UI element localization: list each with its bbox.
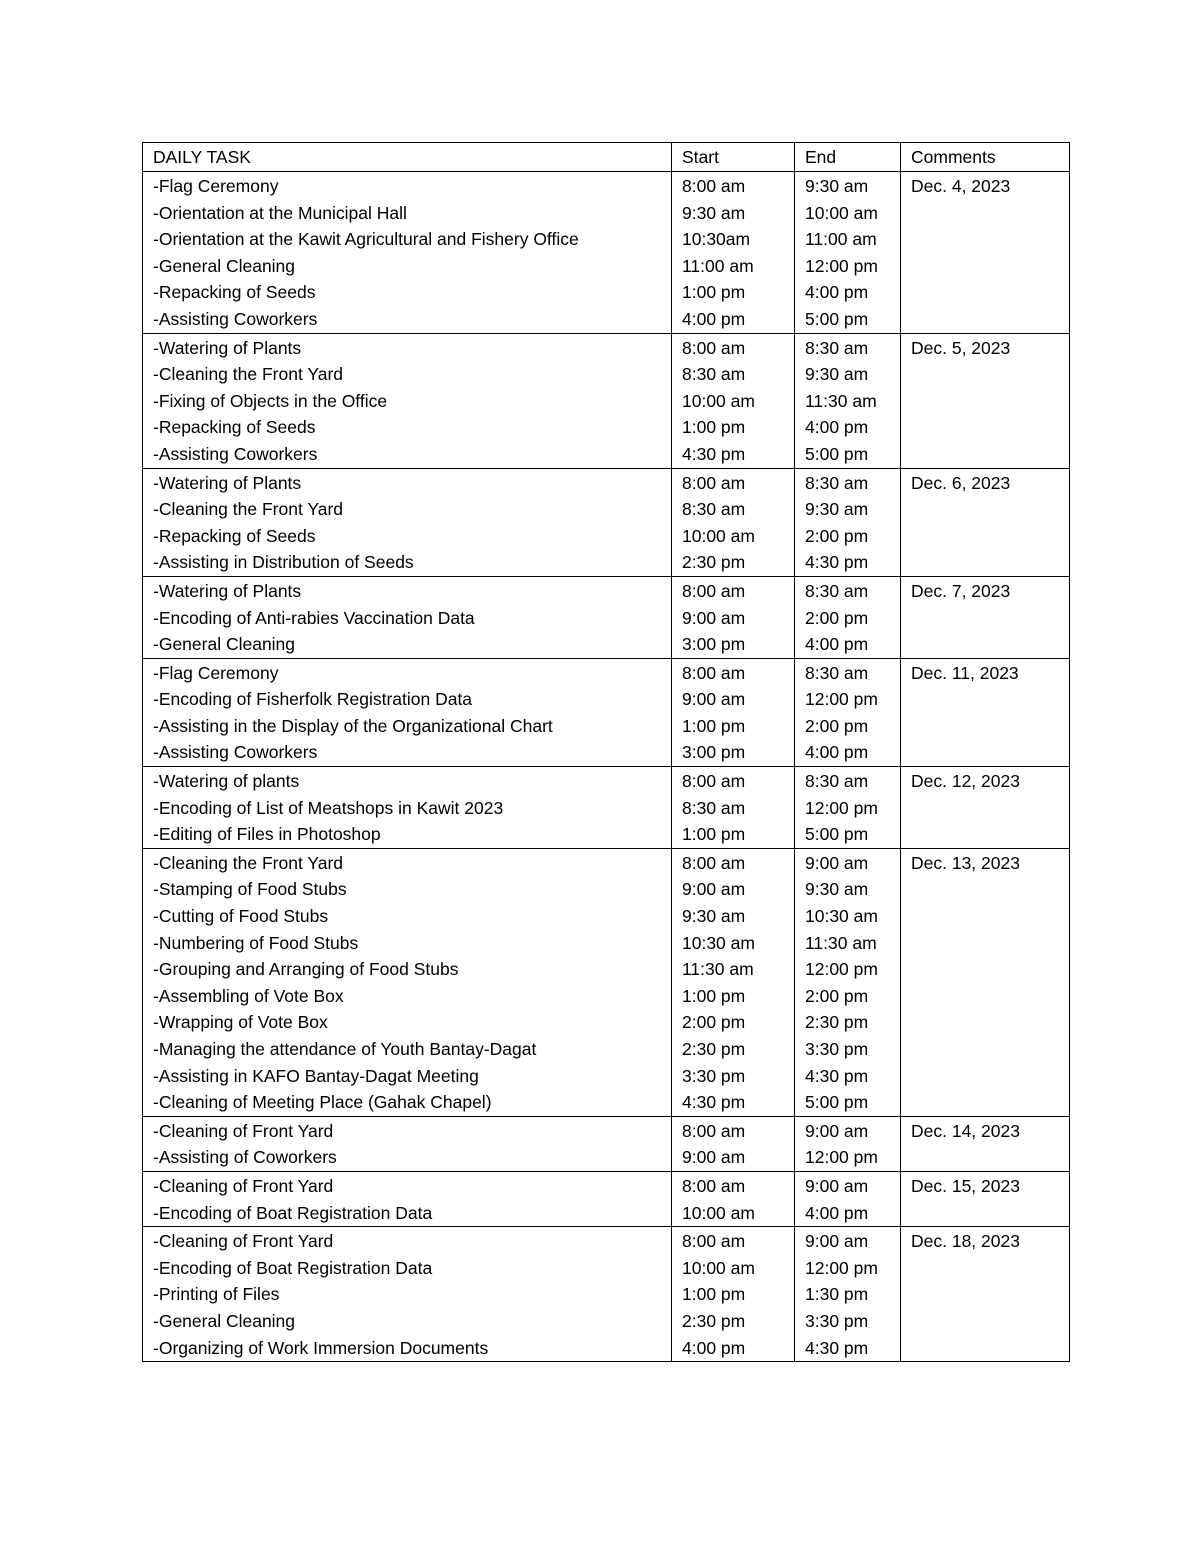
task-cell xyxy=(143,468,672,576)
date-comment: Dec. 6, 2023 xyxy=(911,472,1011,493)
start-text: 10:30am xyxy=(682,229,751,250)
date-comment: Dec. 11, 2023 xyxy=(911,662,1019,683)
end-text: 1:30 pm xyxy=(805,1284,869,1305)
start-cell xyxy=(672,172,795,334)
task-text: -Assisting of Coworkers xyxy=(153,1147,337,1168)
end-text: 10:00 am xyxy=(805,202,878,223)
task-text: -Orientation at the Municipal Hall xyxy=(153,202,407,223)
task-text: -Cleaning the Front Yard xyxy=(153,364,344,385)
task-text: -Assisting in Distribution of Seeds xyxy=(153,552,414,573)
end-text: 4:30 pm xyxy=(805,1337,869,1358)
task-text: -Flag Ceremony xyxy=(153,176,279,196)
task-text: -Assisting Coworkers xyxy=(153,742,318,763)
table-row xyxy=(143,333,1070,468)
start-cell xyxy=(672,333,795,468)
task-text: -Encoding of Anti-rabies Vaccination Data xyxy=(153,607,475,628)
task-text: -Organizing of Work Immersion Documents xyxy=(153,1337,489,1358)
date-comment: Dec. 18, 2023 xyxy=(911,1231,1020,1252)
end-text: 2:00 pm xyxy=(805,985,869,1006)
task-text: -Watering of plants xyxy=(153,771,300,792)
comments-cell xyxy=(901,767,1070,849)
table-header-row xyxy=(143,143,1070,172)
task-cell xyxy=(143,658,672,766)
date-comment: Dec. 4, 2023 xyxy=(911,176,1011,196)
end-text: 12:00 pm xyxy=(805,797,878,818)
end-text: 8:30 am xyxy=(805,771,869,792)
comments-cell xyxy=(901,1171,1070,1226)
start-text: 8:00 am xyxy=(682,176,746,196)
end-text: 11:30 am xyxy=(805,932,877,953)
start-text: 3:00 pm xyxy=(682,742,746,763)
date-comment: Dec. 5, 2023 xyxy=(911,337,1011,358)
task-text: -Assisting Coworkers xyxy=(153,308,318,329)
end-text: 9:30 am xyxy=(805,499,869,520)
end-text: 5:00 pm xyxy=(805,1092,869,1113)
end-text: 2:30 pm xyxy=(805,1012,869,1033)
table-row xyxy=(143,468,1070,576)
start-text: 9:00 am xyxy=(682,1147,746,1168)
table-row xyxy=(143,1227,1070,1362)
start-text: 8:30 am xyxy=(682,797,746,818)
start-text: 11:00 am xyxy=(682,255,754,276)
start-cell xyxy=(672,767,795,849)
start-text: 3:00 pm xyxy=(682,634,746,655)
end-cell xyxy=(795,576,901,658)
comments-cell xyxy=(901,658,1070,766)
end-cell xyxy=(795,468,901,576)
start-text: 4:30 pm xyxy=(682,443,746,464)
comments-cell xyxy=(901,172,1070,334)
start-text: 1:00 pm xyxy=(682,1284,746,1305)
start-cell xyxy=(672,1227,795,1362)
header-start: Start xyxy=(672,143,795,172)
table-row xyxy=(143,658,1070,766)
task-text: -Cleaning the Front Yard xyxy=(153,852,344,873)
start-text: 10:30 am xyxy=(682,932,755,953)
task-text: -Encoding of Boat Registration Data xyxy=(153,1202,433,1223)
task-cell xyxy=(143,1227,672,1362)
start-text: 1:00 pm xyxy=(682,824,746,845)
end-text: 12:00 pm xyxy=(805,1257,878,1278)
table-body xyxy=(143,172,1070,1362)
start-cell xyxy=(672,658,795,766)
start-text: 8:00 am xyxy=(682,337,746,358)
task-text: -General Cleaning xyxy=(153,634,296,655)
end-cell xyxy=(795,1171,901,1226)
task-cell xyxy=(143,1116,672,1171)
end-text: 8:30 am xyxy=(805,580,869,601)
end-text: 3:30 pm xyxy=(805,1039,869,1059)
start-text: 9:30 am xyxy=(682,906,746,927)
task-text: -Assembling of Vote Box xyxy=(153,985,344,1006)
start-text: 8:00 am xyxy=(682,1120,746,1141)
task-text: -Cleaning the Front Yard xyxy=(153,499,344,520)
task-text: -Watering of Plants xyxy=(153,472,302,493)
task-text: -Stamping of Food Stubs xyxy=(153,879,347,900)
task-text: -Cleaning of Front Yard xyxy=(153,1231,334,1252)
start-text: 10:00 am xyxy=(682,1257,755,1278)
end-text: 5:00 pm xyxy=(805,308,869,329)
comments-cell xyxy=(901,1116,1070,1171)
end-text: 12:00 pm xyxy=(805,255,878,276)
end-text: 9:30 am xyxy=(805,176,869,196)
start-text: 9:00 am xyxy=(682,689,746,710)
end-cell xyxy=(795,658,901,766)
task-text: -Encoding of Boat Registration Data xyxy=(153,1257,433,1278)
start-text: 11:30 am xyxy=(682,959,754,980)
start-text: 1:00 pm xyxy=(682,282,746,303)
end-text: 10:30 am xyxy=(805,906,878,927)
start-text: 8:30 am xyxy=(682,499,746,520)
start-text: 8:00 am xyxy=(682,472,746,493)
end-cell xyxy=(795,333,901,468)
comments-cell xyxy=(901,1227,1070,1362)
start-text: 1:00 pm xyxy=(682,715,746,736)
end-text: 9:30 am xyxy=(805,879,869,900)
end-text: 2:00 pm xyxy=(805,525,869,546)
end-text: 4:00 pm xyxy=(805,417,869,438)
start-text: 8:00 am xyxy=(682,852,746,873)
task-text: -Flag Ceremony xyxy=(153,662,279,683)
task-text: -Cleaning of Front Yard xyxy=(153,1120,334,1141)
end-text: 5:00 pm xyxy=(805,824,869,845)
start-cell xyxy=(672,1171,795,1226)
end-text: 8:30 am xyxy=(805,662,869,683)
task-text: -Repacking of Seeds xyxy=(153,525,316,546)
table-row xyxy=(143,1171,1070,1226)
end-text: 4:30 pm xyxy=(805,1065,869,1086)
start-text: 8:00 am xyxy=(682,771,746,792)
start-text: 2:30 pm xyxy=(682,1310,746,1331)
date-comment: Dec. 7, 2023 xyxy=(911,580,1011,601)
table-row xyxy=(143,767,1070,849)
start-text: 9:00 am xyxy=(682,607,746,628)
task-text: -Printing of Files xyxy=(153,1284,280,1305)
task-text: -Wrapping of Vote Box xyxy=(153,1012,328,1033)
table-row xyxy=(143,576,1070,658)
task-text: -Encoding of List of Meatshops in Kawit 2023 xyxy=(153,797,504,818)
task-text: -Fixing of Objects in the Office xyxy=(153,390,388,411)
comments-cell xyxy=(901,576,1070,658)
end-text: 8:30 am xyxy=(805,337,869,358)
table-row xyxy=(143,172,1070,334)
start-cell xyxy=(672,468,795,576)
start-text: 4:00 pm xyxy=(682,1337,746,1358)
task-text: -Repacking of Seeds xyxy=(153,282,316,303)
task-text: -Grouping and Arranging of Food Stubs xyxy=(153,959,459,980)
task-text: -Assisting in KAFO Bantay-Dagat Meeting xyxy=(153,1065,479,1086)
task-text: -Editing of Files in Photoshop xyxy=(153,824,381,845)
end-text: 12:00 pm xyxy=(805,1147,878,1168)
start-text: 2:30 pm xyxy=(682,552,746,573)
end-text: 11:30 am xyxy=(805,390,877,411)
start-text: 8:00 am xyxy=(682,1175,746,1196)
task-text: -Cleaning of Front Yard xyxy=(153,1175,334,1196)
table-row xyxy=(143,848,1070,1116)
end-text: 5:00 pm xyxy=(805,443,869,464)
end-cell xyxy=(795,172,901,334)
start-text: 8:00 am xyxy=(682,662,746,683)
start-text: 9:00 am xyxy=(682,879,746,900)
start-text: 1:00 pm xyxy=(682,985,746,1006)
date-comment: Dec. 12, 2023 xyxy=(911,771,1020,792)
task-cell xyxy=(143,576,672,658)
start-cell xyxy=(672,1116,795,1171)
task-cell xyxy=(143,848,672,1116)
comments-cell xyxy=(901,468,1070,576)
task-text: -Assisting in the Display of the Organizational Chart xyxy=(153,715,553,736)
end-text: 9:00 am xyxy=(805,1120,869,1141)
start-text: 1:00 pm xyxy=(682,417,746,438)
task-text: -Numbering of Food Stubs xyxy=(153,932,359,953)
task-text: -Managing the attendance of Youth Bantay-Dagat xyxy=(153,1039,537,1059)
task-cell xyxy=(143,172,672,334)
task-text: -Assisting Coworkers xyxy=(153,443,318,464)
end-text: 2:00 pm xyxy=(805,715,869,736)
comments-cell xyxy=(901,333,1070,468)
end-text: 12:00 pm xyxy=(805,959,878,980)
end-cell xyxy=(795,1116,901,1171)
header-comments: Comments xyxy=(901,143,1070,172)
task-text: -Repacking of Seeds xyxy=(153,417,316,438)
daily-task-table xyxy=(142,142,1070,1362)
end-text: 3:30 pm xyxy=(805,1310,869,1331)
start-text: 3:30 pm xyxy=(682,1065,746,1086)
start-text: 8:00 am xyxy=(682,1231,746,1252)
end-text: 4:30 pm xyxy=(805,552,869,573)
task-text: -General Cleaning xyxy=(153,255,296,276)
end-text: 2:00 pm xyxy=(805,607,869,628)
start-text: 9:30 am xyxy=(682,202,746,223)
table-row xyxy=(143,1116,1070,1171)
header-daily-task: DAILY TASK xyxy=(143,143,672,172)
start-text: 2:30 pm xyxy=(682,1039,746,1059)
task-cell xyxy=(143,767,672,849)
task-text: -Cleaning of Meeting Place (Gahak Chapel) xyxy=(153,1092,492,1113)
end-cell xyxy=(795,1227,901,1362)
start-cell xyxy=(672,848,795,1116)
end-text: 4:00 pm xyxy=(805,742,869,763)
end-text: 11:00 am xyxy=(805,229,877,250)
end-text: 9:30 am xyxy=(805,364,869,385)
task-text: -General Cleaning xyxy=(153,1310,296,1331)
task-text: -Cutting of Food Stubs xyxy=(153,906,329,927)
end-text: 12:00 pm xyxy=(805,689,878,710)
start-text: 8:00 am xyxy=(682,580,746,601)
task-cell xyxy=(143,333,672,468)
end-text: 8:30 am xyxy=(805,472,869,493)
start-text: 4:30 pm xyxy=(682,1092,746,1113)
start-text: 10:00 am xyxy=(682,1202,755,1223)
header-end: End xyxy=(795,143,901,172)
end-text: 9:00 am xyxy=(805,852,869,873)
start-text: 8:30 am xyxy=(682,364,746,385)
start-text: 10:00 am xyxy=(682,525,755,546)
end-cell xyxy=(795,767,901,849)
comments-cell xyxy=(901,848,1070,1116)
task-text: -Watering of Plants xyxy=(153,580,302,601)
start-cell xyxy=(672,576,795,658)
end-text: 4:00 pm xyxy=(805,1202,869,1223)
task-text: -Orientation at the Kawit Agricultural and Fishery Office xyxy=(153,229,579,250)
task-text: -Watering of Plants xyxy=(153,337,302,358)
start-text: 10:00 am xyxy=(682,390,755,411)
end-text: 9:00 am xyxy=(805,1231,869,1252)
end-cell xyxy=(795,848,901,1116)
end-text: 4:00 pm xyxy=(805,282,869,303)
date-comment: Dec. 13, 2023 xyxy=(911,852,1020,873)
task-text: -Encoding of Fisherfolk Registration Data xyxy=(153,689,473,710)
date-comment: Dec. 15, 2023 xyxy=(911,1175,1020,1196)
date-comment: Dec. 14, 2023 xyxy=(911,1120,1020,1141)
task-cell xyxy=(143,1171,672,1226)
end-text: 4:00 pm xyxy=(805,634,869,655)
end-text: 9:00 am xyxy=(805,1175,869,1196)
start-text: 4:00 pm xyxy=(682,308,746,329)
start-text: 2:00 pm xyxy=(682,1012,746,1033)
